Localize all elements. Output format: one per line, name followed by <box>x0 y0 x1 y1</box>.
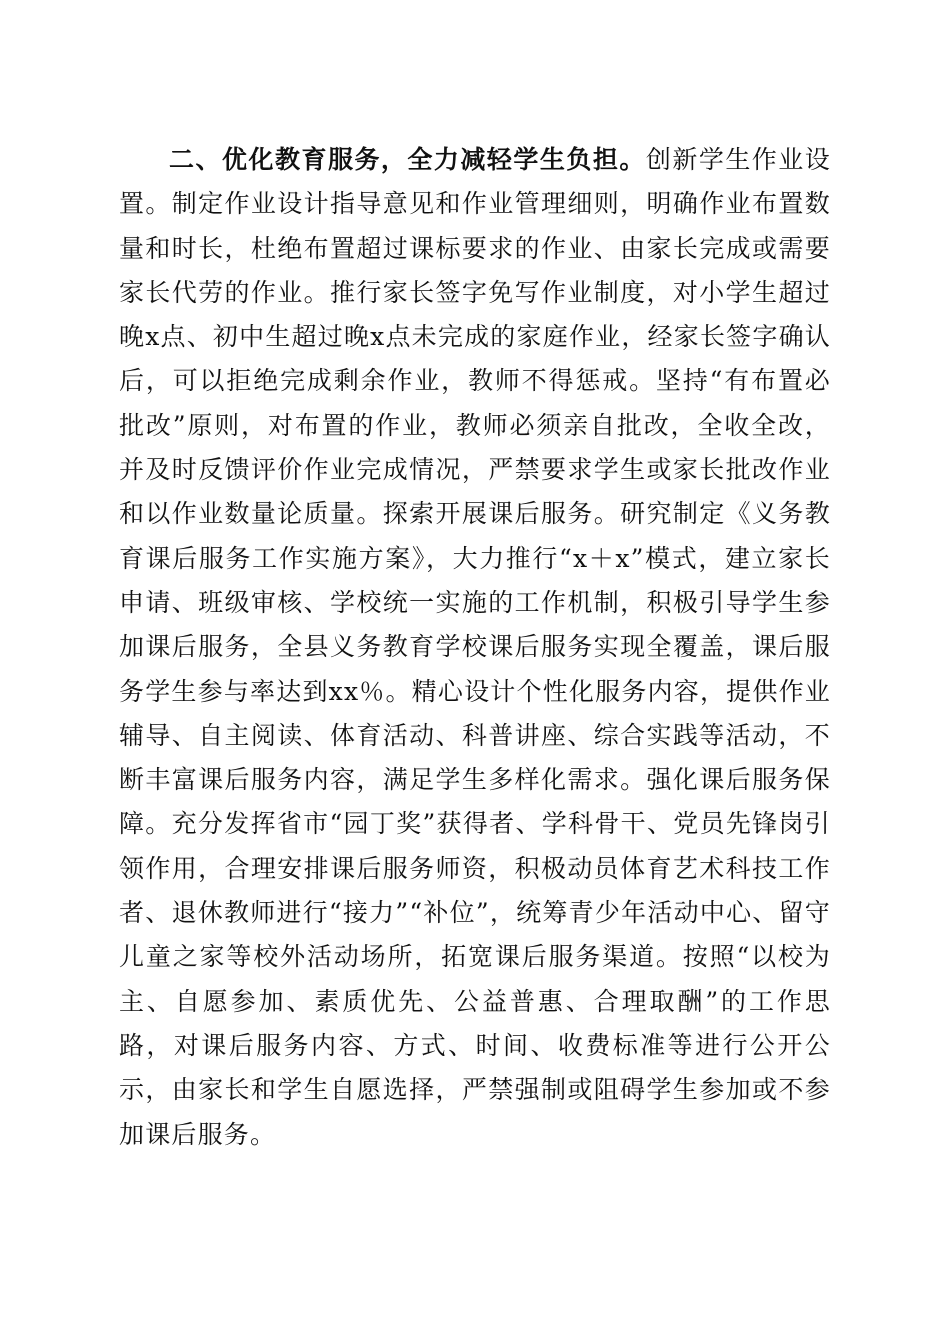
body-paragraph <box>119 138 831 1157</box>
paragraph-body: 创新学生作业设置。制定作业设计指导意见和作业管理细则，明确作业布置数量和时长，杜绝布置超过课标要求的作业、由家长完成或需要家长代劳的作业。推行家长签字免写作业制度，对小学生超过晚x点、初中生超过晚x点未完成的家庭作业，经家长签字确认后，可以拒绝完成剩余作业，教师不得惩戒。坚持“有布置必批改”原则，对布置的作业，教师必须亲自批改，全收全改，并及时反馈评价作业完成情况，严禁要求学生或家长批改作业和以作业数量论质量。探索开展课后服务。研究制定《义务教育课后服务工作实施方案》，大力推行“x＋x”模式，建立家长申请、班级审核、学校统一实施的工作机制，积极引导学生参加课后服务，全县义务教育学校课后服务实现全覆盖，课后服务学生参与率达到xx％。精心设计个性化服务内容，提供作业辅导、自主阅读、体育活动、科普讲座、综合实践等活动，不断丰富课后服务内容，满足学生多样化需求。强化课后服务保障。充分发挥省市“园丁奖”获得者、学科骨干、党员先锋岗引领作用，合理安排课后服务师资，积极动员体育艺术科技工作者、退休教师进行“接力”“补位”，统筹青少年活动中心、留守儿童之家等校外活动场所，拓宽课后服务渠道。按照“以校为主、自愿参加、素质优先、公益普惠、合理取酬”的工作思路，对课后服务内容、方式、时间、收费标准等进行公开公示，由家长和学生自愿选择，严禁强制或阻碍学生参加或不参加课后服务。 <box>119 145 831 1149</box>
section-heading: 二、优化教育服务，全力减轻学生负担。 <box>169 145 646 174</box>
